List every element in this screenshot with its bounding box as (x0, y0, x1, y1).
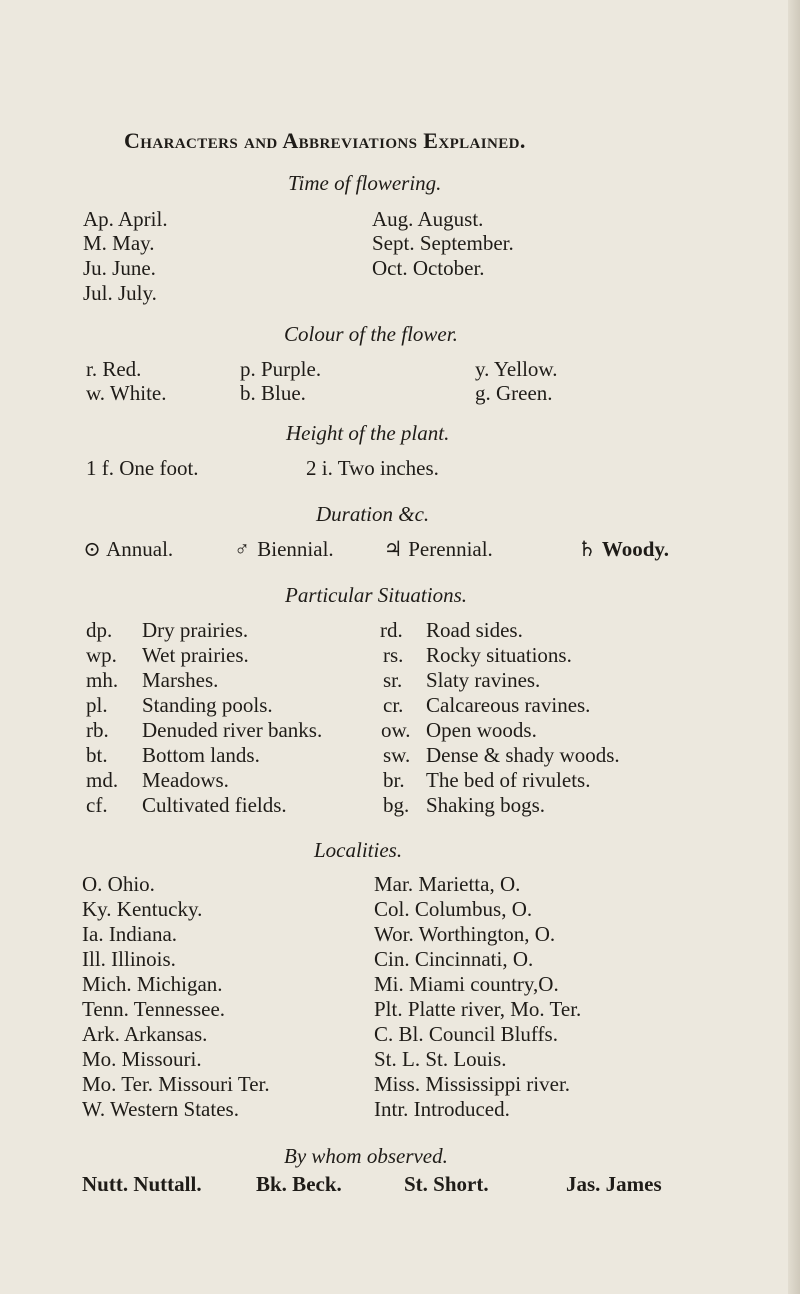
situation-text: Dry prairies. (142, 618, 249, 642)
section-heading-localities: Localities. (314, 838, 403, 862)
situation-abbr: cr. (383, 693, 404, 717)
observer-item: St. Short. (404, 1172, 489, 1196)
situation-abbr: sw. (383, 743, 411, 767)
section-heading-observers: By whom observed. (284, 1144, 448, 1168)
locality-item: Mich. Michigan. (82, 972, 223, 996)
situation-text: Open woods. (426, 718, 537, 742)
duration-label: Perennial. (408, 537, 493, 561)
duration-label: Annual. (106, 537, 174, 561)
locality-item: Ill. Illinois. (82, 947, 176, 971)
colour-item: g. Green. (475, 381, 553, 405)
situation-text: Marshes. (142, 668, 219, 692)
colour-item: p. Purple. (240, 357, 322, 381)
locality-item: Ky. Kentucky. (82, 897, 203, 921)
time-item: Ap. April. (83, 207, 168, 231)
locality-item: Wor. Worthington, O. (374, 922, 556, 946)
time-item: Oct. October. (372, 256, 485, 280)
situation-text: Slaty ravines. (426, 668, 541, 692)
situation-abbr: md. (86, 768, 119, 792)
section-heading-colour: Colour of the flower. (284, 322, 458, 346)
locality-item: W. Western States. (82, 1097, 239, 1121)
situation-abbr: wp. (86, 643, 117, 667)
colour-item: w. White. (86, 381, 167, 405)
situation-abbr: pl. (86, 693, 108, 717)
page-title: Characters and Abbreviations Explained. (124, 128, 526, 153)
locality-item: O. Ohio. (82, 872, 155, 896)
observer-item: Jas. James (566, 1172, 662, 1196)
duration-perennial (383, 537, 493, 561)
locality-item: Col. Columbus, O. (374, 897, 533, 921)
situation-abbr: dp. (86, 618, 113, 642)
situation-abbr: bt. (86, 743, 108, 767)
locality-item: Mi. Miami country,O. (374, 972, 559, 996)
observer-item: Nutt. Nuttall. (82, 1172, 202, 1196)
situation-abbr: cf. (86, 793, 108, 817)
biennial-symbol-icon: ♂ (234, 537, 250, 561)
situation-abbr: sr. (383, 668, 403, 692)
perennial-symbol-icon: ♃ (383, 537, 403, 561)
situation-text: Wet prairies. (142, 643, 249, 667)
situation-text: Denuded river banks. (142, 718, 323, 742)
duration-label: Biennial. (257, 537, 334, 561)
woody-symbol-icon: ♄ (577, 537, 597, 561)
locality-item: Mo. Ter. Missouri Ter. (82, 1072, 270, 1096)
situation-text: Shaking bogs. (426, 793, 546, 817)
page-edge (788, 0, 800, 1294)
duration-woody (577, 537, 669, 561)
annual-symbol-icon: ⊙ (83, 537, 101, 561)
locality-item: Mar. Marietta, O. (374, 872, 521, 896)
situation-text: Meadows. (142, 768, 229, 792)
time-item: Sept. September. (372, 231, 514, 255)
locality-item: Mo. Missouri. (82, 1047, 202, 1071)
situation-text: Dense & shady woods. (426, 743, 620, 767)
locality-item: Plt. Platte river, Mo. Ter. (374, 997, 582, 1021)
duration-annual (82, 537, 173, 561)
locality-item: Cin. Cincinnati, O. (374, 947, 534, 971)
colour-item: b. Blue. (240, 381, 306, 405)
height-item: 2 i. Two inches. (306, 456, 439, 480)
time-item: M. May. (83, 231, 155, 255)
situation-text: Calcareous ravines. (426, 693, 591, 717)
situation-text: Cultivated fields. (142, 793, 287, 817)
situation-abbr: ow. (381, 718, 411, 742)
duration-label: Woody. (601, 537, 669, 561)
observer-item: Bk. Beck. (256, 1172, 342, 1196)
situation-abbr: rb. (86, 718, 109, 742)
locality-item: Ark. Arkansas. (82, 1022, 208, 1046)
situation-abbr: rd. (380, 618, 403, 642)
section-heading-time: Time of flowering. (288, 171, 442, 195)
section-heading-height: Height of the plant. (286, 421, 450, 445)
situation-abbr: rs. (383, 643, 404, 667)
colour-item: r. Red. (86, 357, 142, 381)
locality-item: C. Bl. Council Bluffs. (374, 1022, 558, 1046)
situation-text: Road sides. (426, 618, 523, 642)
situation-abbr: mh. (86, 668, 119, 692)
section-heading-duration: Duration &c. (316, 502, 430, 526)
situation-text: Bottom lands. (142, 743, 260, 767)
time-item: Jul. July. (83, 281, 157, 305)
duration-biennial (232, 537, 334, 561)
locality-item: Miss. Mississippi river. (374, 1072, 571, 1096)
situation-text: Rocky situations. (426, 643, 572, 667)
time-item: Aug. August. (372, 207, 484, 231)
height-item: 1 f. One foot. (86, 456, 199, 480)
colour-item: y. Yellow. (475, 357, 558, 381)
locality-item: Intr. Introduced. (374, 1097, 510, 1121)
time-item: Ju. June. (83, 256, 156, 280)
locality-item: St. L. St. Louis. (374, 1047, 507, 1071)
locality-item: Ia. Indiana. (82, 922, 178, 946)
section-heading-situations: Particular Situations. (285, 583, 468, 607)
situation-text: Standing pools. (142, 693, 273, 717)
locality-item: Tenn. Tennessee. (82, 997, 226, 1021)
situation-text: The bed of rivulets. (426, 768, 591, 792)
situation-abbr: br. (383, 768, 405, 792)
situation-abbr: bg. (383, 793, 410, 817)
